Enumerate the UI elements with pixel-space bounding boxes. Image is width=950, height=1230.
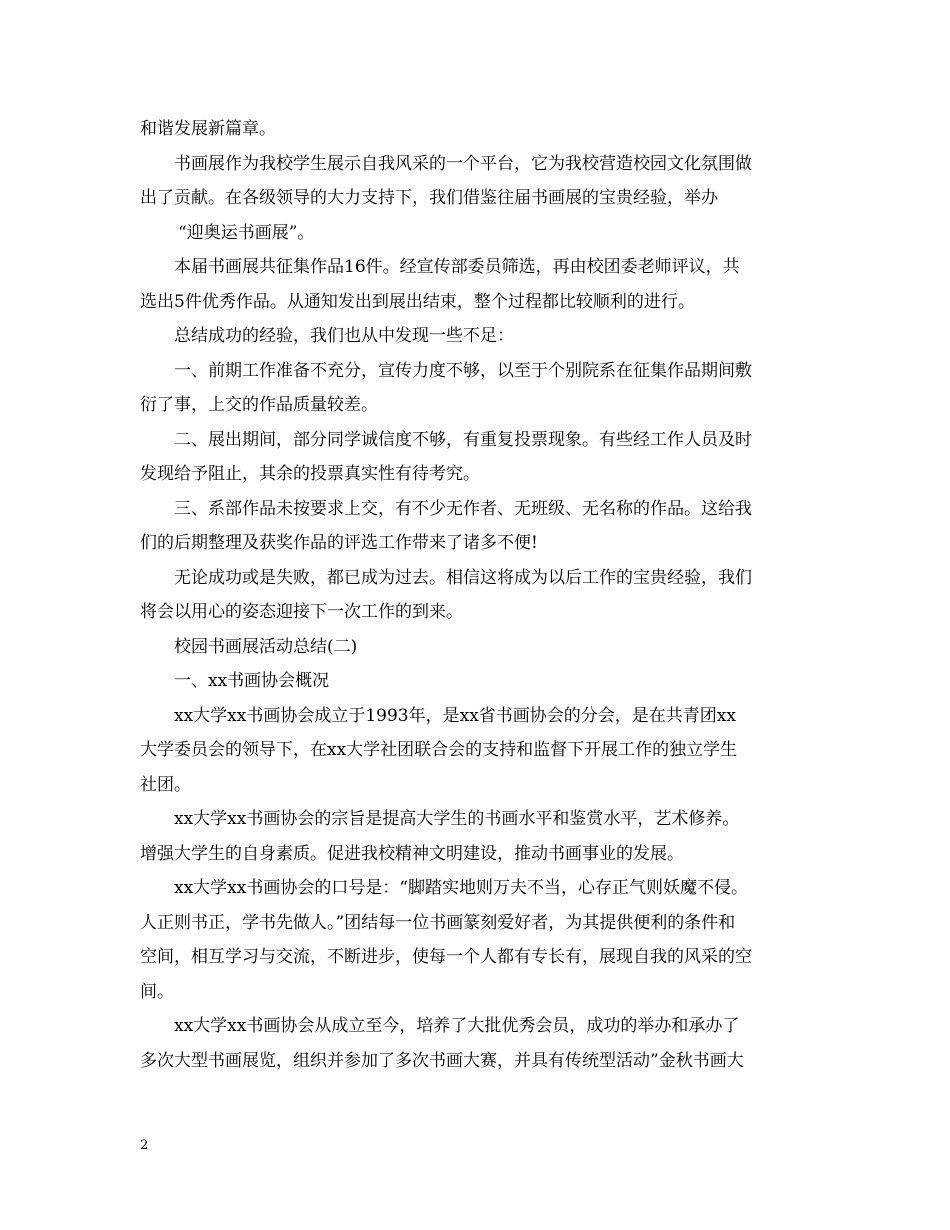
text-line: xx大学xx书画协会的口号是：“脚踏实地则万夫不当，心存正气则妖魔不侵。 (174, 878, 749, 898)
section-heading: 校园书画展活动总结(二) (174, 636, 358, 657)
text-line: 衍了事，上交的作品质量较差。 (140, 395, 378, 415)
text-line: 书画展作为我校学生展示自我风采的一个平台，它为我校营造校园文化氛围做 (174, 153, 752, 174)
text-line: 本届书画展共征集作品16件。经宣传部委员筛选，再由校团委老师评议，共 (174, 257, 740, 277)
text-line: 一、前期工作准备不充分，宣传力度不够，以至于个别院系在征集作品期间敷 (174, 360, 752, 381)
text-line: 二、展出期间，部分同学诚信度不够，有重复投票现象。有些经工作人员及时 (174, 429, 752, 450)
text-line: 三、系部作品未按要求上交，有不少无作者、无班级、无名称的作品。这给我 (174, 498, 752, 519)
text-line: 间。 (140, 981, 174, 1002)
page-number: 2 (140, 1138, 149, 1153)
text-line: 增强大学生的自身素质。促进我校精神文明建设，推动书画事业的发展。 (140, 843, 684, 864)
text-line: “迎奥运书画展”。 (178, 222, 315, 243)
text-line: 出了贡献。在各级领导的大力支持下，我们借鉴往届书画展的宝贵经验，举办 (140, 188, 718, 208)
text-line: 空间，相互学习与交流，不断进步，使每一个人都有专长有，展现自我的风采的空 (140, 947, 752, 967)
text-line: xx大学xx书画协会的宗旨是提高大学生的书画水平和鉴赏水平，艺术修养。 (174, 809, 740, 829)
text-line: 总结成功的经验，我们也从中发现一些不足： (174, 326, 514, 346)
text-line: xx大学xx书画协会成立于1993年，是xx省书画协会的分会，是在共青团xx (174, 705, 736, 726)
text-line: xx大学xx书画协会从成立至今，培养了大批优秀会员，成功的举办和承办了 (174, 1016, 740, 1036)
text-line: 选出5件优秀作品。从通知发出到展出结束，整个过程都比较顺利的进行。 (140, 291, 695, 312)
text-line: 们的后期整理及获奖作品的评选工作带来了诸多不便! (140, 533, 538, 553)
subsection-heading: 一、xx书画协会概况 (174, 671, 330, 691)
text-line: 大学委员会的领导下，在xx大学社团联合会的支持和监督下开展工作的独立学生 (140, 740, 738, 760)
text-line: 将会以用心的姿态迎接下一次工作的到来。 (140, 602, 463, 622)
text-line: 人正则书正，学书先做人。”团结每一位书画篆刻爱好者，为其提供便利的条件和 (140, 912, 736, 933)
text-line: 多次大型书画展览，组织并参加了多次书画大赛，并具有传统型活动”金秋书画大 (140, 1050, 744, 1071)
text-line: 社团。 (140, 774, 191, 795)
text-line: 和谐发展新篇章。 (140, 119, 276, 139)
text-line: 无论成功或是失败，都已成为过去。相信这将成为以后工作的宝贵经验，我们 (174, 567, 752, 588)
text-line: 发现给予阻止，其余的投票真实性有待考究。 (140, 464, 480, 484)
document-body (140, 112, 812, 1078)
